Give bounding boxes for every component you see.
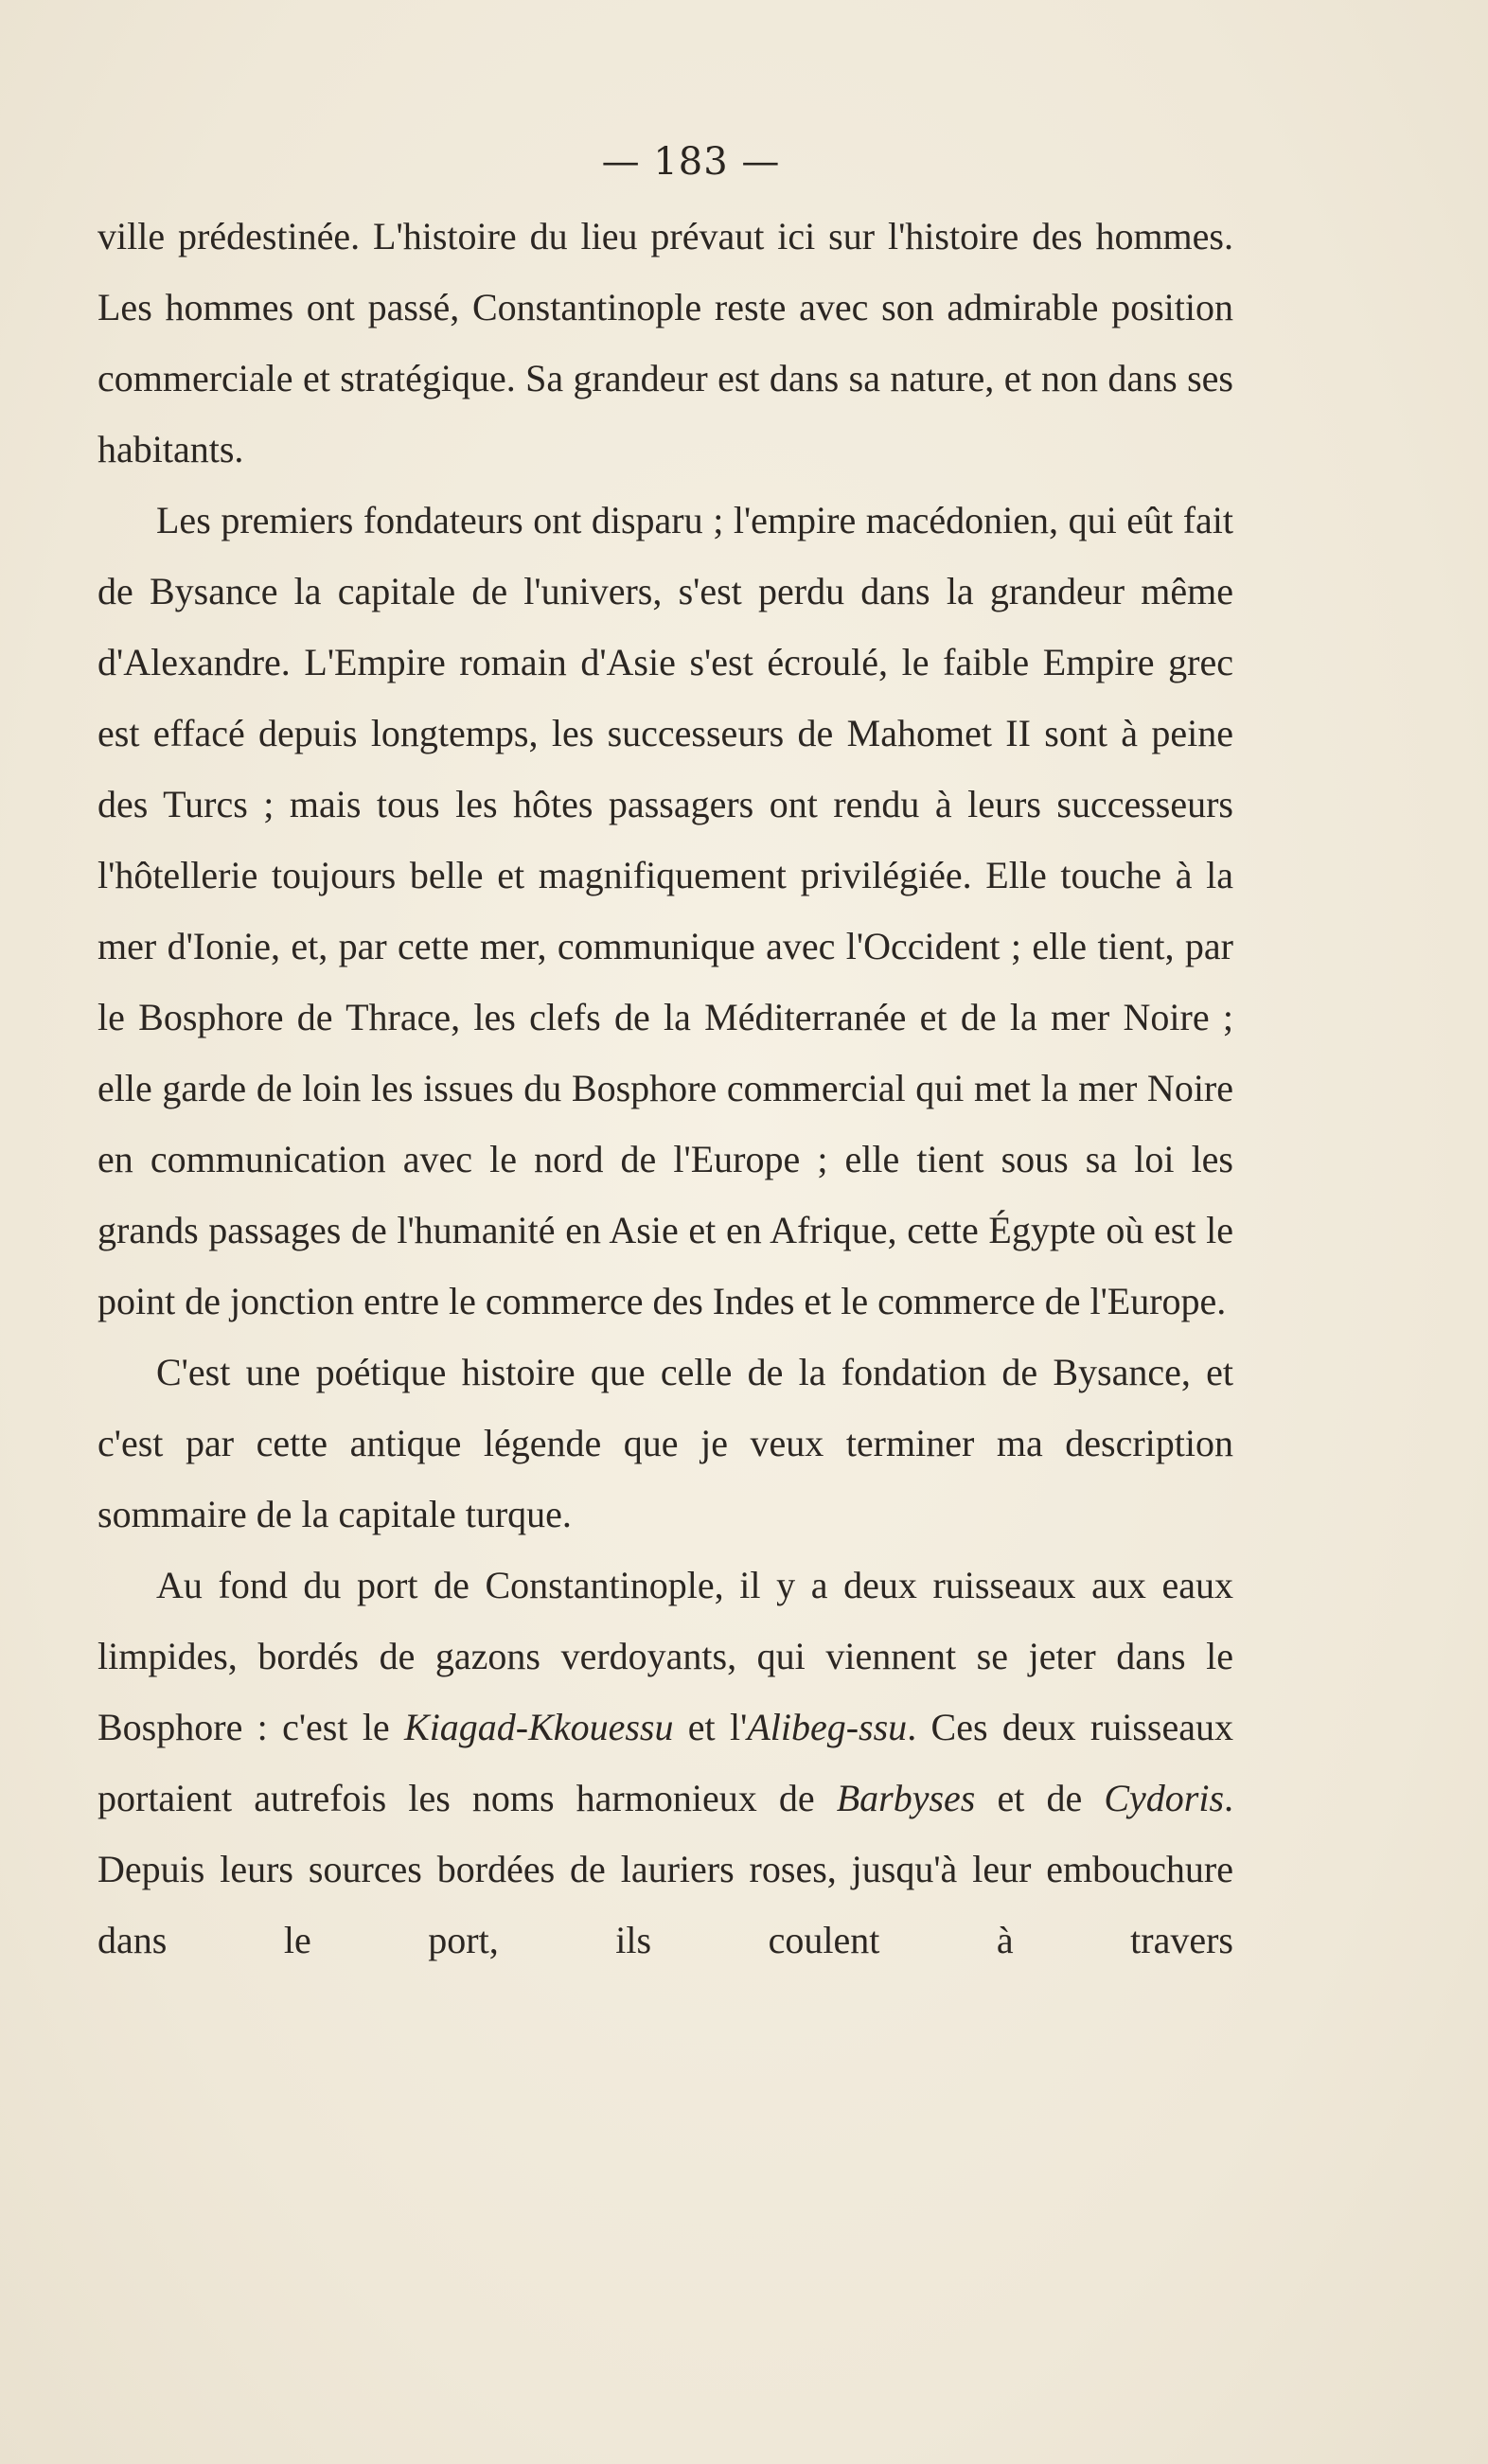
paragraph-2 [97, 485, 1233, 1337]
italic-term: Alibeg-ssu [747, 1706, 908, 1748]
text-run: C'est une poétique histoire que celle de la fondation de Bysance, et c'est par cette antique légende que je veux terminer ma description sommaire de la capitale turque. [97, 1351, 1233, 1535]
text-run: . Depuis leurs sources bordées de lauriers roses, jusqu'à leur embouchure dans le port, ils coulent à travers [97, 1777, 1234, 1961]
paragraph-4 [97, 1550, 1233, 1976]
italic-term: Barbyses [836, 1777, 976, 1819]
italic-term: Kiagad-Kkouessu [404, 1706, 674, 1748]
italic-term: Cydoris [1104, 1777, 1225, 1819]
body-text [97, 201, 1233, 1976]
text-run: Au fond du port de Constantinople, il y a deux ruisseaux aux eaux limpides, bordés de gazons verdoyants, qui viennent se jeter dans le Bosphore : c'est le [97, 1564, 1233, 1748]
text-run: et l' [673, 1706, 748, 1748]
paragraph-3 [97, 1337, 1233, 1550]
paragraph-1 [97, 201, 1233, 485]
text-run: et de [975, 1777, 1105, 1819]
text-run: ville prédestinée. L'histoire du lieu prévaut ici sur l'histoire des hommes. Les hommes ont passé, Constantinople reste avec son admirable position commerciale et stratégique. Sa grandeur est dans sa nature, et non dans ses habitants. [97, 215, 1233, 470]
text-run: . Ces deux ruisseaux portaient autrefois les noms harmonieux de [97, 1706, 1234, 1819]
text-run: Les premiers fondateurs ont disparu ; l'empire macédonien, qui eût fait de Bysance la capitale de l'univers, s'est perdu dans la grandeur même d'Alexandre. L'Empire romain d'Asie s'est écroulé, le faible Empire grec est effacé depuis longtemps, les successeurs de Mahomet II sont à peine des Turcs ; mais tous les hôtes passagers ont rendu à leurs successeurs l'hôtellerie toujours belle et magnifiquement privilégiée. Elle touche à la mer d'Ionie, et, par cette mer, communique avec l'Occident ; elle tient, par le Bosphore de Thrace, les clefs de la Méditerranée et de la mer Noire ; elle garde de loin les issues du Bosphore commercial qui met la mer Noire en communication avec le nord de l'Europe ; elle tient sous sa loi les grands passages de l'humanité en Asie et en Afrique, cette Égypte où est le point de jonction entre le commerce des Indes et le commerce de l'Europe. [97, 499, 1233, 1322]
page-number: — 183 — [601, 140, 781, 184]
